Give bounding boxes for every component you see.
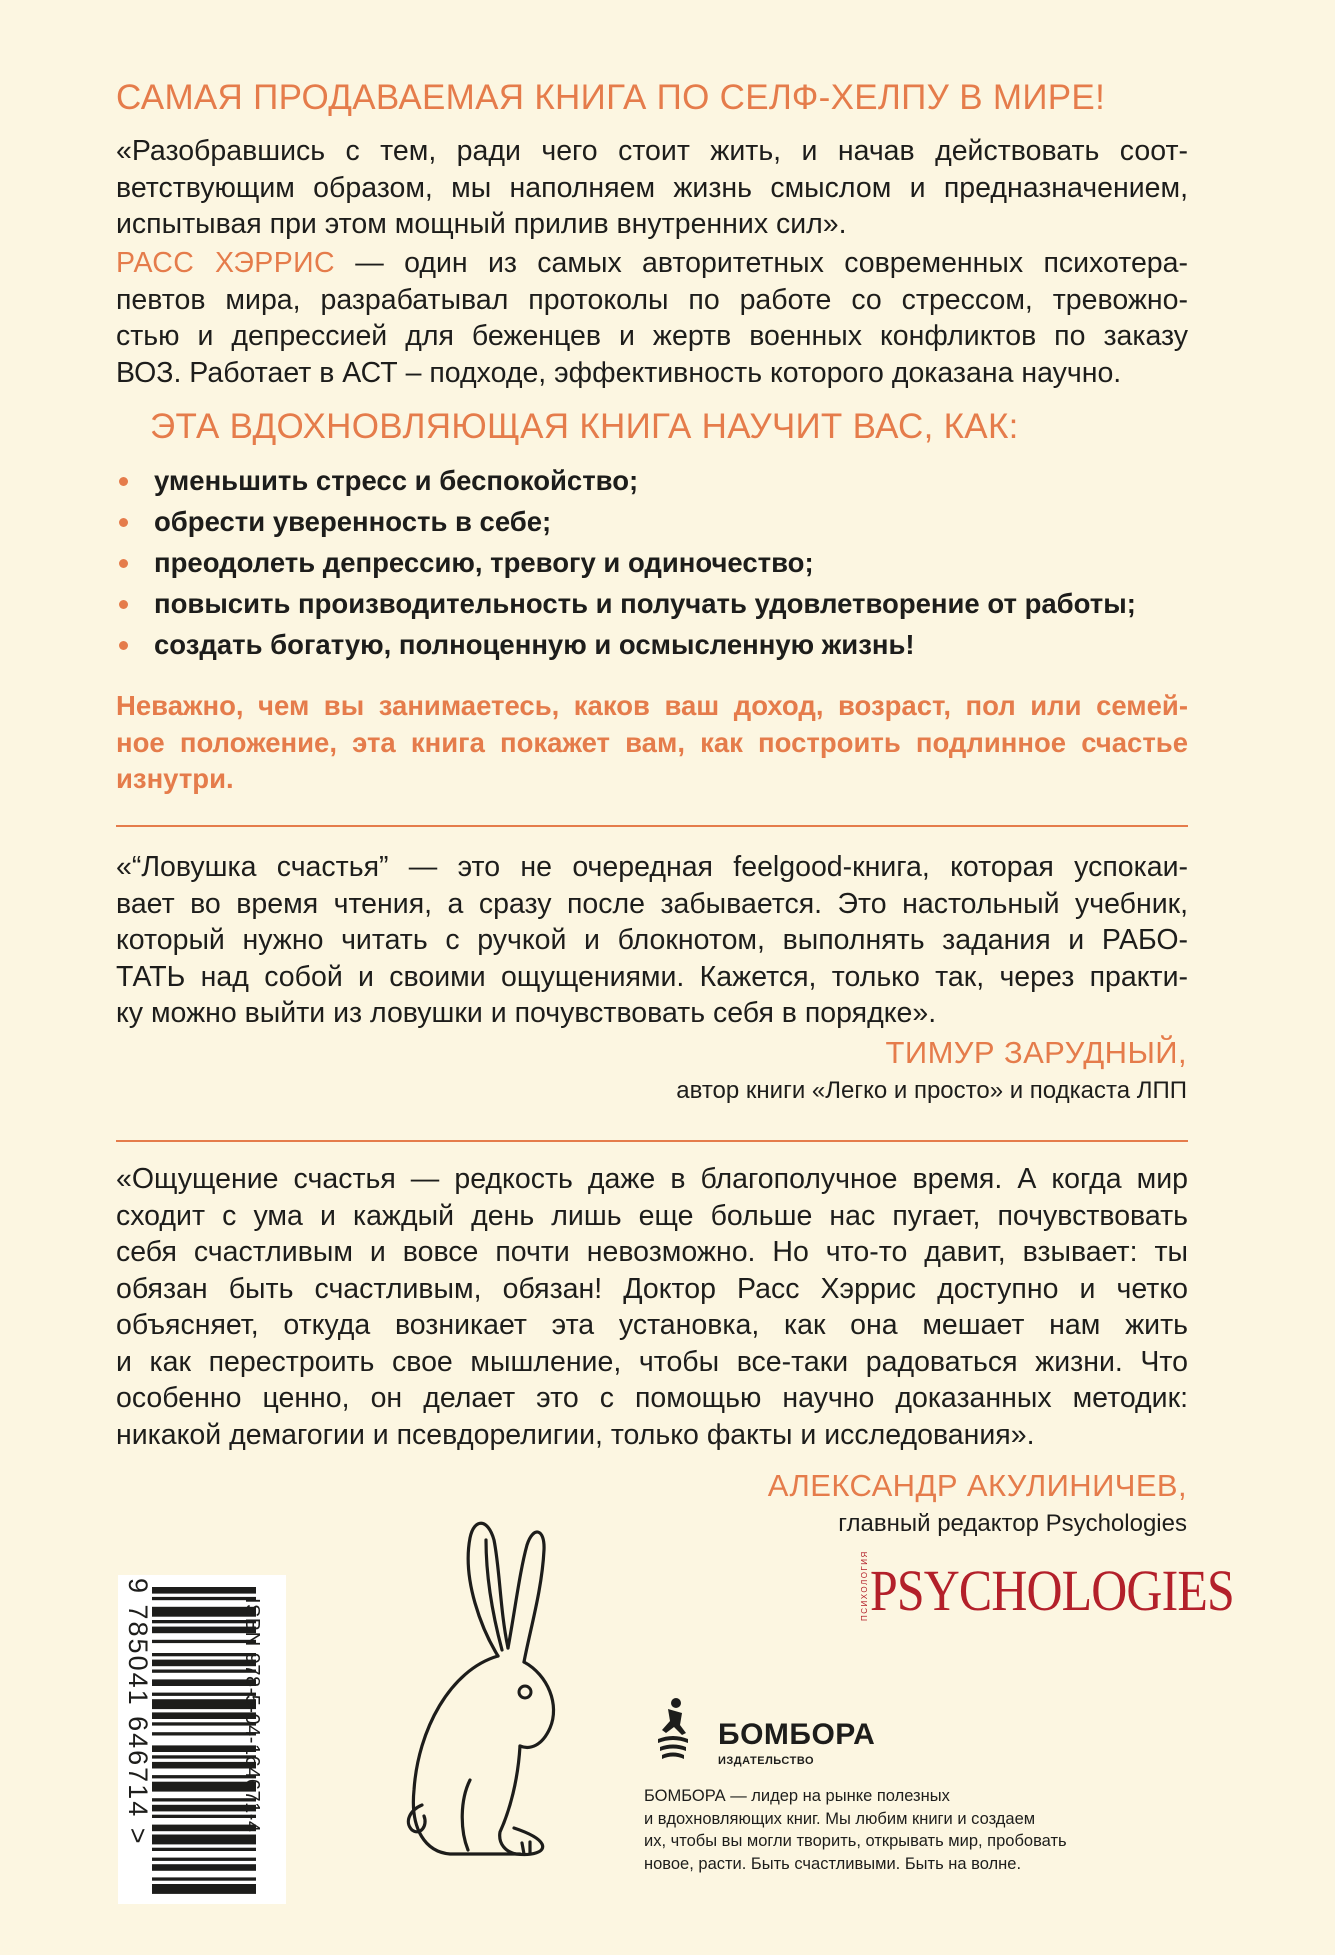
reviewer-role: автор книги «Легко и просто» и подкаста ЛПП: [676, 1077, 1187, 1104]
bullet-dot-icon: [119, 477, 128, 486]
promo-line: Неважно, чем вы занимаетесь, каков ваш доход, возраст, пол или семей-: [116, 690, 1188, 721]
list-item: [116, 501, 1216, 542]
author-name: РАСС ХЭРРИС: [116, 247, 335, 279]
benefits-list: [116, 460, 1216, 665]
rabbit-illustration: [370, 1510, 570, 1860]
list-item-text: уменьшить стресс и беспокойство;: [154, 465, 639, 496]
review-line: который нужно читать с ручкой и блокнотом, выполнять задания и РАБО-: [116, 924, 1188, 956]
list-item: [116, 624, 1216, 665]
review-line: обязан быть счастливым, обязан! Доктор Расс Хэррис доступно и четко: [116, 1272, 1188, 1305]
promo-line: ное положение, эта книга покажет вам, как построить подлинное счастье: [116, 726, 1188, 758]
barcode-bar: [152, 1835, 256, 1845]
review-line: никакой демагогии и псевдорелигии, только факты и исследования».: [116, 1418, 1035, 1451]
list-item-text: создать богатую, полноценную и осмысленную жизнь!: [154, 629, 915, 660]
isbn-label: ISBN 978-5-04-164671-4: [241, 1598, 263, 1833]
author-bio-line: стью и депрессией для беженцев и жертв военных конфликтов по заказу: [116, 320, 1188, 352]
barcode-bar: [152, 1877, 256, 1880]
list-item-text: обрести уверенность в себе;: [154, 506, 552, 537]
teach-title: ЭТА ВДОХНОВЛЯЮЩАЯ КНИГА НАУЧИТ ВАС, КАК:: [150, 407, 1019, 446]
list-item-text: преодолеть депрессию, тревогу и одиночество;: [154, 547, 814, 578]
review-zarudny: [116, 849, 1188, 1032]
review-line: особенно ценно, он делает это с помощью научно доказанных методик:: [116, 1382, 1188, 1414]
barcode-bar: [152, 1848, 256, 1851]
review-line: вает во время чтения, а сразу после забывается. Это настольный учебник,: [116, 887, 1188, 920]
publisher-desc-line: и вдохновляющих книг. Мы любим книги и создаем: [644, 1809, 1036, 1828]
publisher-desc-line: БОМБОРА — лидер на рынке полезных: [644, 1787, 950, 1805]
reviewer-role: главный редактор Psychologies: [838, 1510, 1187, 1537]
bullet-dot-icon: [119, 518, 128, 527]
list-item-text: повысить производительность и получать удовлетворение от работы;: [154, 588, 1136, 619]
author-bio-line: ВОЗ. Работает в АСТ – подходе, эффективность которого доказана научно.: [116, 356, 1122, 389]
intro-quote-line: «Разобравшись с тем, ради чего стоит жить, и начав действовать соот-: [116, 135, 1188, 167]
review-line: «Ощущение счастья — редкость даже в благополучное время. А когда мир: [116, 1163, 1188, 1195]
list-item: [116, 460, 1216, 501]
psychologies-logo-main: PSYCHOLOGIES: [870, 1558, 1234, 1623]
review-line: «“Ловушка счастья” — это не очередная feelgood-книга, которая успокаи-: [116, 851, 1188, 883]
publisher-name: БОМБОРА: [718, 1718, 876, 1751]
barcode-digits: 9 785041 646714 >: [123, 1578, 153, 1846]
promo-text: [116, 688, 1188, 798]
headline: САМАЯ ПРОДАВАЕМАЯ КНИГА ПО СЕЛФ-ХЕЛПУ В МИРЕ!: [116, 78, 1106, 117]
publisher-desc-line: новое, расти. Быть счастливыми. Быть на волне.: [644, 1854, 1022, 1873]
author-bio-text: — один из самых авторитетных современных психотера-: [334, 247, 1188, 279]
bullet-dot-icon: [119, 559, 128, 568]
barcode-bar: [152, 1864, 256, 1871]
reviewer-name: ТИМУР ЗАРУДНЫЙ,: [885, 1035, 1187, 1070]
review-akulinichev: [116, 1161, 1188, 1453]
divider: [116, 1140, 1188, 1142]
review-line: ТАТЬ над собой и своими ощущениями. Кажется, только так, через практи-: [116, 960, 1188, 993]
list-item: [116, 583, 1216, 624]
promo-line: изнутри.: [116, 763, 234, 794]
author-bio: [116, 245, 1188, 391]
author-bio-first-line: [116, 245, 1188, 282]
publisher-description: [644, 1785, 1067, 1875]
barcode-bar: [152, 1587, 256, 1594]
intro-quote: [116, 133, 1188, 243]
intro-quote-line: ветствующим образом, мы наполняем жизнь смыслом и предназначением,: [116, 171, 1188, 204]
bullet-dot-icon: [119, 600, 128, 609]
publisher-desc-line: их, чтобы вы могли творить, открывать мир, пробовать: [644, 1832, 1067, 1850]
author-bio-line: певтов мира, разрабатывал протоколы по работе со стрессом, тревожно-: [116, 283, 1188, 316]
psychologies-logo: [858, 1550, 1234, 1627]
publisher-subtitle: ИЗДАТЕЛЬСТВО: [718, 1755, 815, 1767]
review-line: и как перестроить свое мышление, чтобы все-таки радоваться жизни. Что: [116, 1345, 1188, 1378]
intro-quote-line: испытывая при этом мощный прилив внутренних сил».: [116, 208, 847, 240]
barcode-bar: [152, 1858, 256, 1861]
review-line: ку можно выйти из ловушки и почувствовать себя в порядке».: [116, 997, 937, 1029]
bullet-dot-icon: [119, 641, 128, 650]
bombora-surfer-icon: [658, 1695, 688, 1765]
divider: [116, 825, 1188, 827]
review-line: сходит с ума и каждый день лишь еще больше нас пугает, почувствовать: [116, 1199, 1188, 1232]
review-line: объясняет, откуда возникает эта установка, как она мешает нам жить: [116, 1309, 1188, 1341]
list-item: [116, 542, 1216, 583]
reviewer-name: АЛЕКСАНДР АКУЛИНИЧЕВ,: [767, 1468, 1187, 1503]
review-line: себя счастливым и вовсе почти невозможно. Но что-то давит, взывает: ты: [116, 1236, 1188, 1268]
psychologies-logo-small: ПСИХОЛОГИЯ: [860, 1550, 869, 1621]
barcode-bar: [152, 1884, 256, 1894]
